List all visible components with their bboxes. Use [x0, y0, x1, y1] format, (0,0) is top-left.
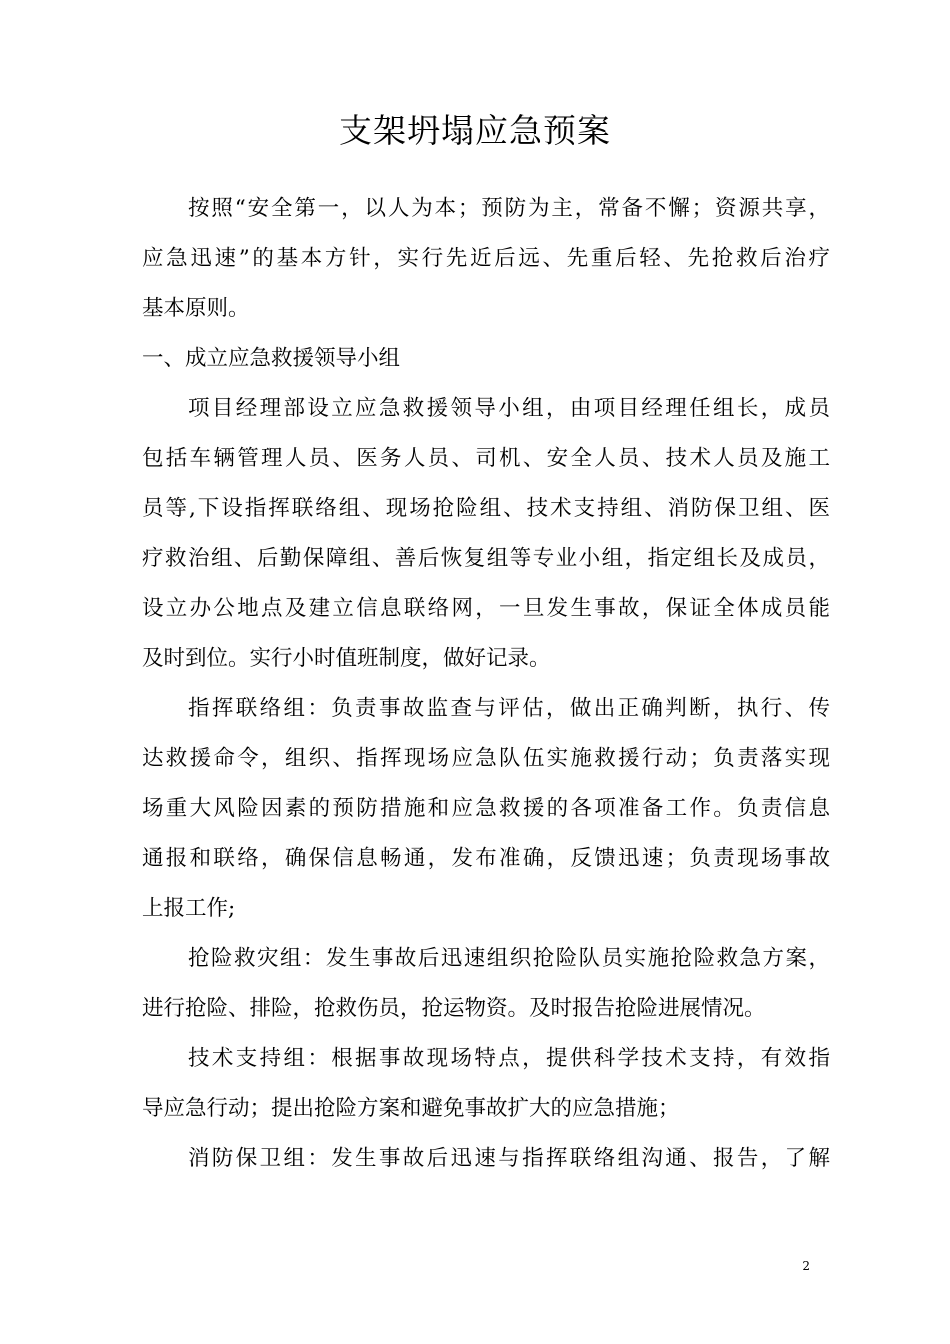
body-line: 场重大风险因素的预防措施和应急救援的各项准备工作。负责信息: [142, 796, 830, 821]
body-line: 按照“安全第一，以人为本；预防为主，常备不懈；资源共享，: [188, 196, 830, 221]
body-line: 疗救治组、后勤保障组、善后恢复组等专业小组，指定组长及成员，: [142, 546, 830, 571]
body-line: 设立办公地点及建立信息联络网，一旦发生事故，保证全体成员能: [142, 596, 830, 621]
document-body: [142, 184, 830, 1184]
body-line: 通报和联络，确保信息畅通，发布准确，反馈迅速；负责现场事故: [142, 846, 830, 871]
body-line: 应急迅速”的基本方针，实行先近后远、先重后轻、先抢救后治疗: [142, 246, 830, 271]
body-line: 抢险救灾组：发生事故后迅速组织抢险队员实施抢险救急方案，: [188, 946, 830, 971]
body-line: 上报工作;: [142, 896, 236, 921]
body-line: 导应急行动；提出抢险方案和避免事故扩大的应急措施；: [142, 1096, 680, 1121]
body-line: 员等,下设指挥联络组、现场抢险组、技术支持组、消防保卫组、医: [142, 496, 830, 521]
body-line: 技术支持组：根据事故现场特点，提供科学技术支持，有效指: [188, 1046, 830, 1071]
page-number: 2: [802, 1259, 810, 1273]
body-line: 基本原则。: [142, 296, 250, 321]
body-line: 包括车辆管理人员、医务人员、司机、安全人员、技术人员及施工: [142, 446, 830, 471]
body-line: 达救援命令，组织、指挥现场应急队伍实施救援行动；负责落实现: [142, 746, 830, 771]
body-line: 指挥联络组：负责事故监查与评估，做出正确判断，执行、传: [188, 696, 830, 721]
body-line: 进行抢险、排险，抢救伤员，抢运物资。及时报告抢险进展情况。: [142, 996, 766, 1021]
body-line: 一、成立应急救援领导小组: [142, 346, 401, 371]
body-line: 及时到位。实行小时值班制度，做好记录。: [142, 646, 551, 671]
body-line: 消防保卫组：发生事故后迅速与指挥联络组沟通、报告，了解: [188, 1146, 830, 1171]
body-line: 项目经理部设立应急救援领导小组，由项目经理任组长，成员: [188, 396, 830, 421]
document-title: 支架坍塌应急预案: [339, 111, 611, 150]
